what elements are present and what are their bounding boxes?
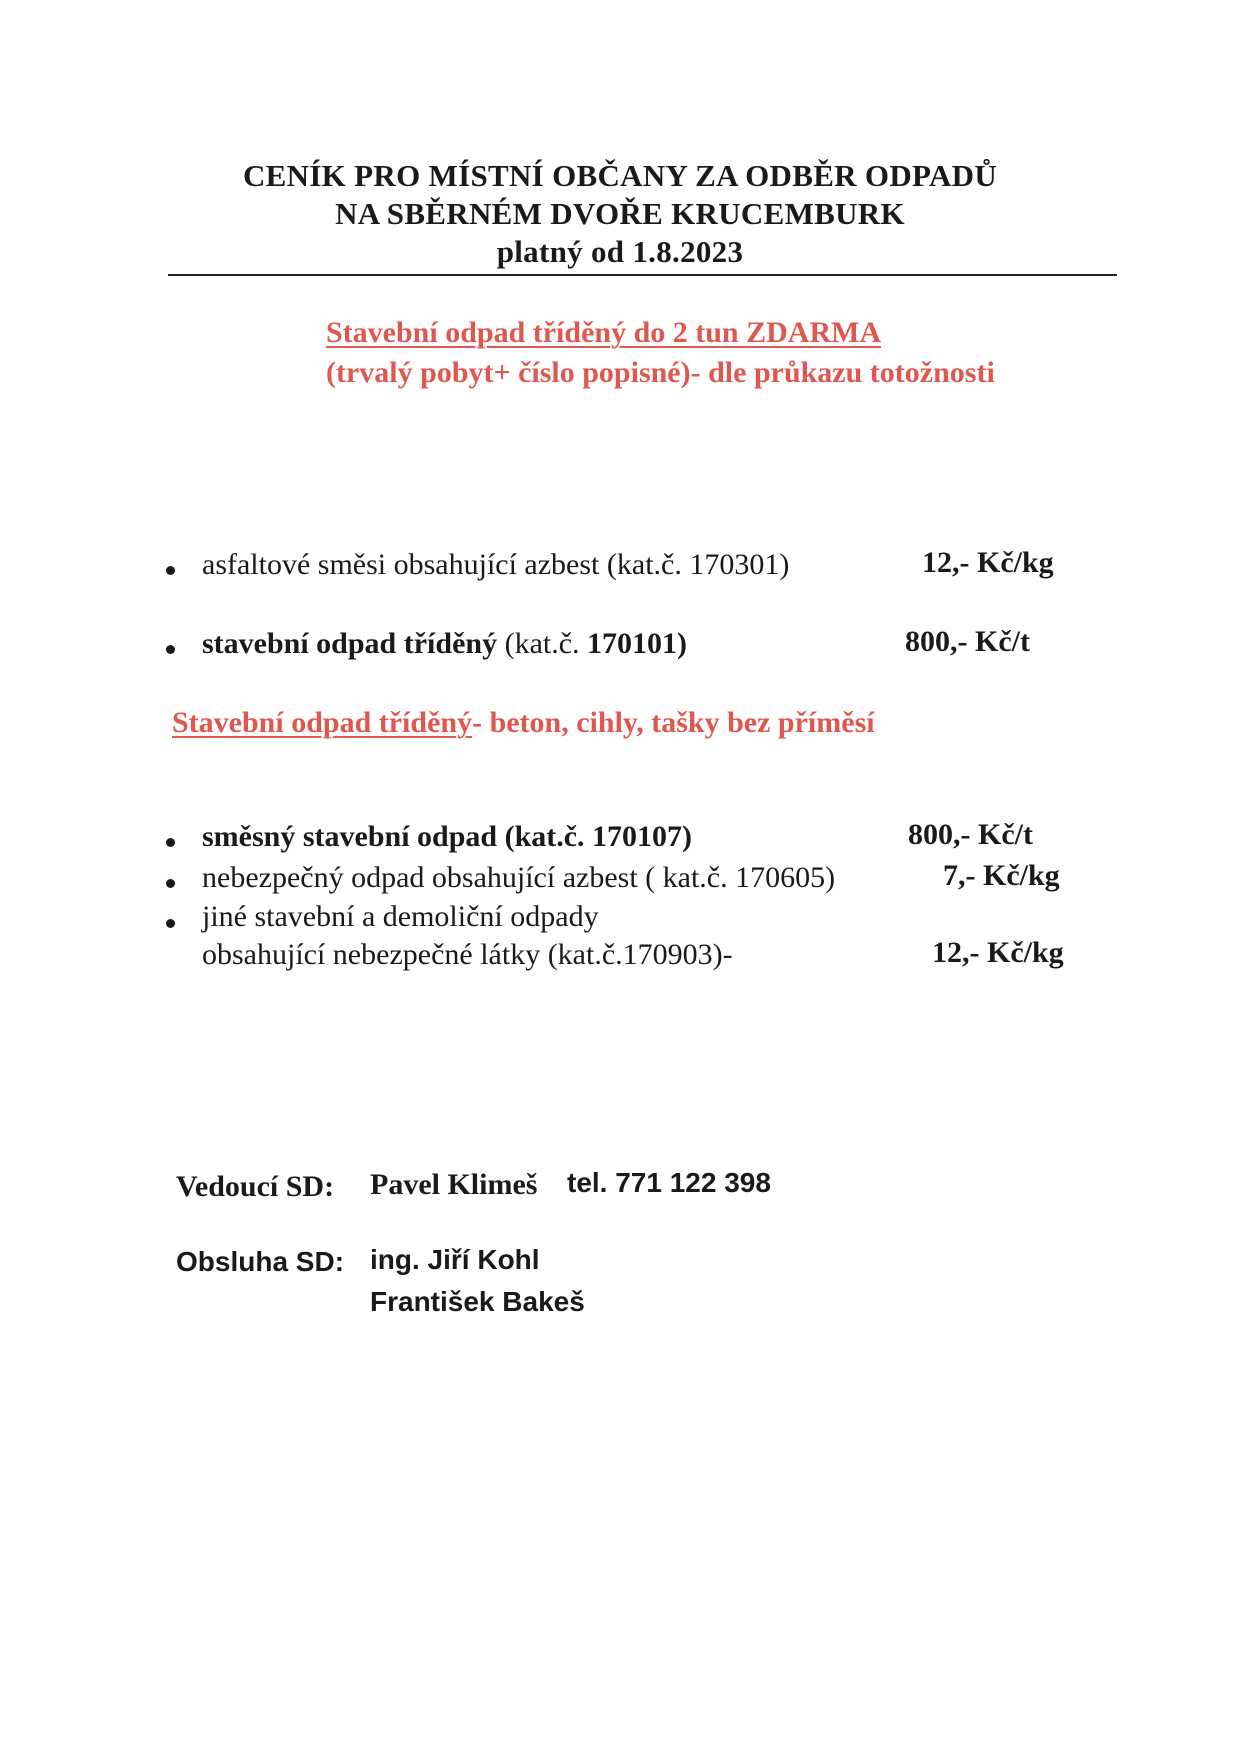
staff-member-2: František Bakeš: [370, 1286, 585, 1317]
price-item-hazardous-asbestos-price: 7,- Kč/kg: [943, 859, 1060, 892]
price-item-hazardous-asbestos: nebezpečný odpad obsahující azbest ( kat.č. 170605): [202, 861, 836, 894]
free-notice-text: Stavební odpad tříděný do 2 tun ZDARMA: [326, 316, 882, 349]
section-sorted-heading: [172, 706, 875, 740]
price-item-other-demolition-price: 12,- Kč/kg: [932, 936, 1064, 969]
item-code: 170101): [587, 627, 688, 660]
staff-label: Obsluha SD:: [176, 1246, 345, 1277]
price-item-other-demolition-line-1: jiné stavební a demoliční odpady: [202, 900, 599, 933]
bullet-icon: [166, 838, 175, 847]
bullet-icon: [166, 645, 175, 654]
price-item-other-demolition-line-2: obsahující nebezpečné látky (kat.č.170903)-: [202, 938, 733, 971]
price-item-sorted-construction: [202, 627, 687, 661]
section-sorted-rest: - beton, cihly, tašky bez příměsí: [472, 706, 875, 739]
price-item-mixed-construction-price: 800,- Kč/t: [908, 818, 1033, 851]
price-item-asphalt-price: 12,- Kč/kg: [922, 546, 1054, 579]
section-sorted-underlined: Stavební odpad tříděný: [172, 706, 473, 739]
bullet-icon: [166, 919, 175, 928]
price-item-asphalt: asfaltové směsi obsahující azbest (kat.č. 170301): [202, 548, 790, 581]
head-name: Pavel Klimeš: [370, 1168, 538, 1201]
page-title-line-2: NA SBĚRNÉM DVOŘE KRUCEMBURK: [335, 196, 905, 231]
free-notice-line-1: [326, 316, 881, 350]
header-divider: [168, 274, 1117, 276]
price-item-sorted-construction-price: 800,- Kč/t: [905, 625, 1030, 658]
page-title-validity: platný od 1.8.2023: [496, 234, 744, 269]
free-notice-line-2: (trvalý pobyt+ číslo popisné)- dle průkazu totožnosti: [326, 356, 995, 389]
staff-member-1: ing. Jiří Kohl: [370, 1244, 540, 1275]
bullet-icon: [166, 566, 175, 575]
price-item-mixed-construction: směsný stavební odpad (kat.č. 170107): [202, 820, 693, 853]
bullet-icon: [166, 879, 175, 888]
head-label: Vedoucí SD:: [176, 1170, 335, 1203]
item-name: stavební odpad tříděný: [202, 627, 498, 660]
item-code-label: (kat.č.: [497, 627, 588, 660]
head-phone: tel. 771 122 398: [567, 1167, 771, 1198]
page-title-line-1: CENÍK PRO MÍSTNÍ OBČANY ZA ODBĚR ODPADŮ: [242, 158, 998, 193]
